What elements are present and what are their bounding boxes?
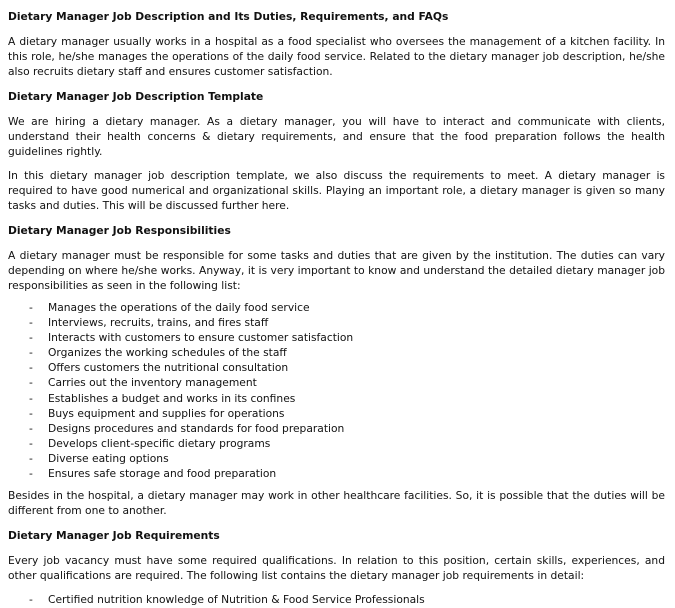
list-item-text: Manages the operations of the daily food service <box>48 301 310 314</box>
list-item <box>8 391 665 406</box>
list-item <box>8 466 665 481</box>
intro-paragraph: A dietary manager usually works in a hospital as a food specialist who oversees the management of a kitchen facility. In this role, he/she manages the operations of the daily food service. Related to the dietary manager job description, he/she also recruits dietary staff and ensures customer satisfaction. <box>8 35 665 78</box>
list-item-text: Develops client-specific dietary programs <box>48 436 271 450</box>
list-item-text: Ensures safe storage and food preparation <box>48 467 277 481</box>
list-item-text: Offers customers the nutritional consultation <box>48 361 289 375</box>
list-item <box>8 436 665 451</box>
responsibilities-heading: Dietary Manager Job Responsibilities <box>8 224 231 237</box>
dash-bullet: - <box>29 316 33 330</box>
responsibilities-list <box>8 300 665 481</box>
dash-bullet: - <box>29 376 33 390</box>
dash-bullet: - <box>29 301 33 314</box>
dash-bullet: - <box>29 593 33 607</box>
document-page <box>8 9 665 607</box>
dash-bullet: - <box>29 436 33 450</box>
requirements-heading: Dietary Manager Job Requirements <box>8 529 220 543</box>
dash-bullet: - <box>29 451 33 465</box>
list-item <box>8 300 665 315</box>
dash-bullet: - <box>29 467 33 481</box>
list-item-text: Carries out the inventory management <box>48 376 257 390</box>
list-item-text: Establishes a budget and works in its confines <box>48 391 296 405</box>
template-heading: Dietary Manager Job Description Template <box>8 90 264 103</box>
list-item <box>8 592 665 607</box>
dash-bullet: - <box>29 361 33 375</box>
responsibilities-outro: Besides in the hospital, a dietary manager may work in other healthcare facilities. So, it is possible that the duties will be different from one to another. <box>8 489 665 518</box>
list-item <box>8 451 665 466</box>
requirements-intro: Every job vacancy must have some required qualifications. In relation to this position, certain skills, experiences, and other qualifications are required. The following list contains the dietary manager job requirements in detail: <box>8 554 665 583</box>
list-item <box>8 330 665 345</box>
list-item-text: Interviews, recruits, trains, and fires staff <box>48 316 269 330</box>
list-item <box>8 421 665 436</box>
requirements-list <box>8 592 665 607</box>
dash-bullet: - <box>29 346 33 360</box>
dash-bullet: - <box>29 406 33 420</box>
list-item-text: Designs procedures and standards for food preparation <box>48 421 345 435</box>
responsibilities-intro: A dietary manager must be responsible for some tasks and duties that are given by the institution. The duties can vary depending on where he/she works. Anyway, it is very important to know and understand the detailed dietary manager job responsibilities as seen in the following list: <box>8 249 665 292</box>
list-item <box>8 315 665 330</box>
requirements-list-partial <box>8 592 665 607</box>
list-item-text: Organizes the working schedules of the staff <box>48 346 287 360</box>
document-title: Dietary Manager Job Description and Its Duties, Requirements, and FAQs <box>8 10 449 23</box>
list-item <box>8 345 665 360</box>
dash-bullet: - <box>29 421 33 435</box>
dash-bullet: - <box>29 391 33 405</box>
list-item-text: Diverse eating options <box>48 451 169 465</box>
list-item <box>8 406 665 421</box>
template-paragraph-2: In this dietary manager job description template, we also discuss the requirements to meet. A dietary manager is required to have good numerical and organizational skills. Playing an important role, a dietary manager is given so many tasks and duties. This will be discussed further here. <box>8 169 665 212</box>
dash-bullet: - <box>29 331 33 345</box>
template-paragraph-1: We are hiring a dietary manager. As a dietary manager, you will have to interact and communicate with clients, understand their health concerns & dietary requirements, and ensure that the food preparation follows the health guidelines rightly. <box>8 115 665 158</box>
list-item-text: Interacts with customers to ensure customer satisfaction <box>48 331 354 345</box>
list-item-text: Buys equipment and supplies for operations <box>48 406 285 420</box>
list-item <box>8 360 665 375</box>
list-item <box>8 375 665 390</box>
list-item-text: Certified nutrition knowledge of Nutrition & Food Service Professionals <box>48 593 425 607</box>
